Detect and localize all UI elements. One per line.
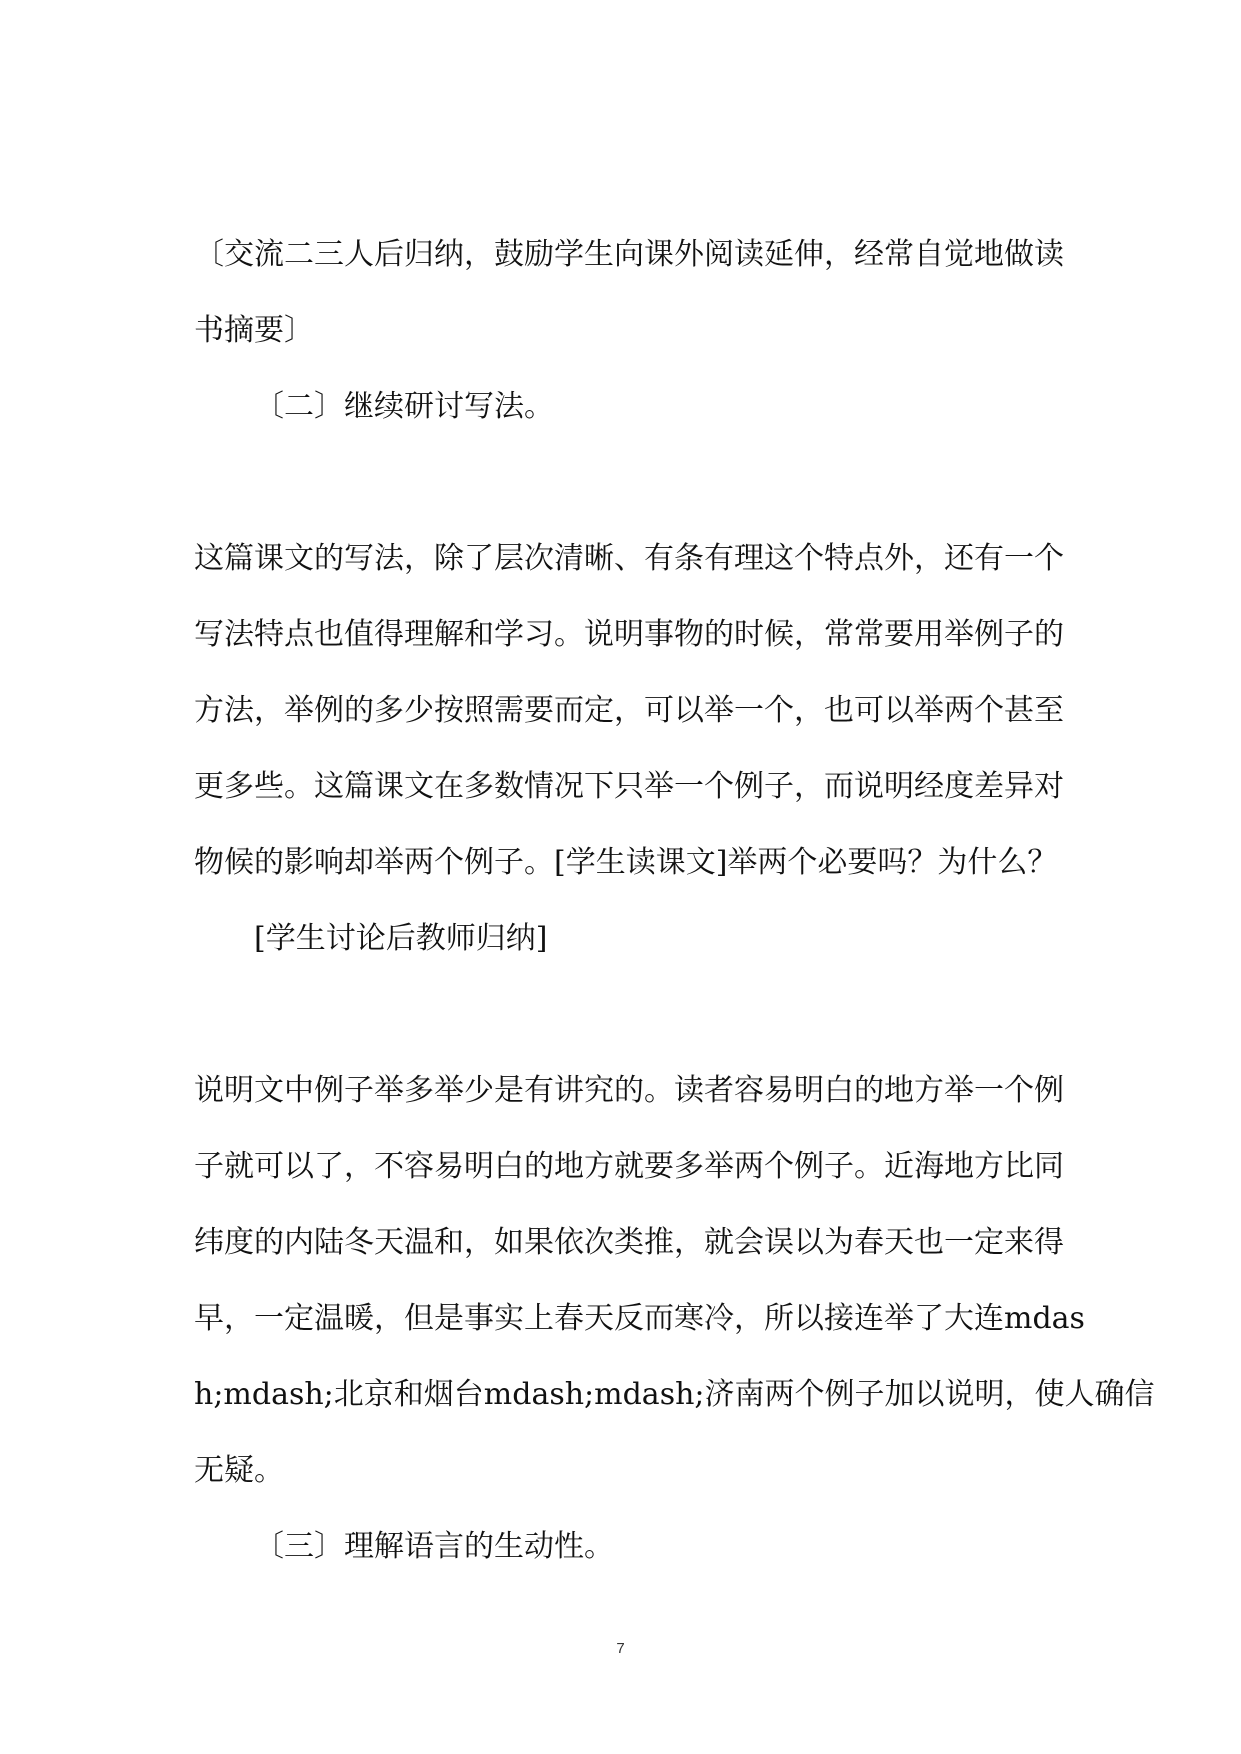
text-line: 〔交流二三人后归纳，鼓励学生向课外阅读延伸，经常自觉地做读 [194,237,1064,272]
text-line: 更多些。这篇课文在多数情况下只举一个例子，而说明经度差异对 [194,769,1064,804]
text-line: [学生讨论后教师归纳] [254,921,548,956]
text-line: 写法特点也值得理解和学习。说明事物的时候，常常要用举例子的 [194,617,1064,652]
text-line: 子就可以了，不容易明白的地方就要多举两个例子。近海地方比同 [194,1149,1064,1184]
section-heading: 〔二〕继续研讨写法。 [254,389,554,424]
text-line: 说明文中例子举多举少是有讲究的。读者容易明白的地方举一个例 [194,1073,1064,1108]
section-heading: 〔三〕理解语言的生动性。 [254,1529,614,1564]
text-line: 书摘要〕 [194,313,314,348]
text-line: 这篇课文的写法，除了层次清晰、有条有理这个特点外，还有一个 [194,541,1064,576]
text-line: 无疑。 [194,1453,284,1488]
text-line: 方法，举例的多少按照需要而定，可以举一个，也可以举两个甚至 [194,693,1064,728]
text-line: h;mdash;北京和烟台mdash;mdash;济南两个例子加以说明，使人确信 [194,1377,1155,1412]
text-line: 早，一定温暖，但是事实上春天反而寒冷，所以接连举了大连mdas [194,1301,1085,1336]
page-number: 7 [616,1640,625,1657]
text-line: 物候的影响却举两个例子。[学生读课文]举两个必要吗？为什么？ [194,845,1058,880]
text-line: 纬度的内陆冬天温和，如果依次类推，就会误以为春天也一定来得 [194,1225,1064,1260]
